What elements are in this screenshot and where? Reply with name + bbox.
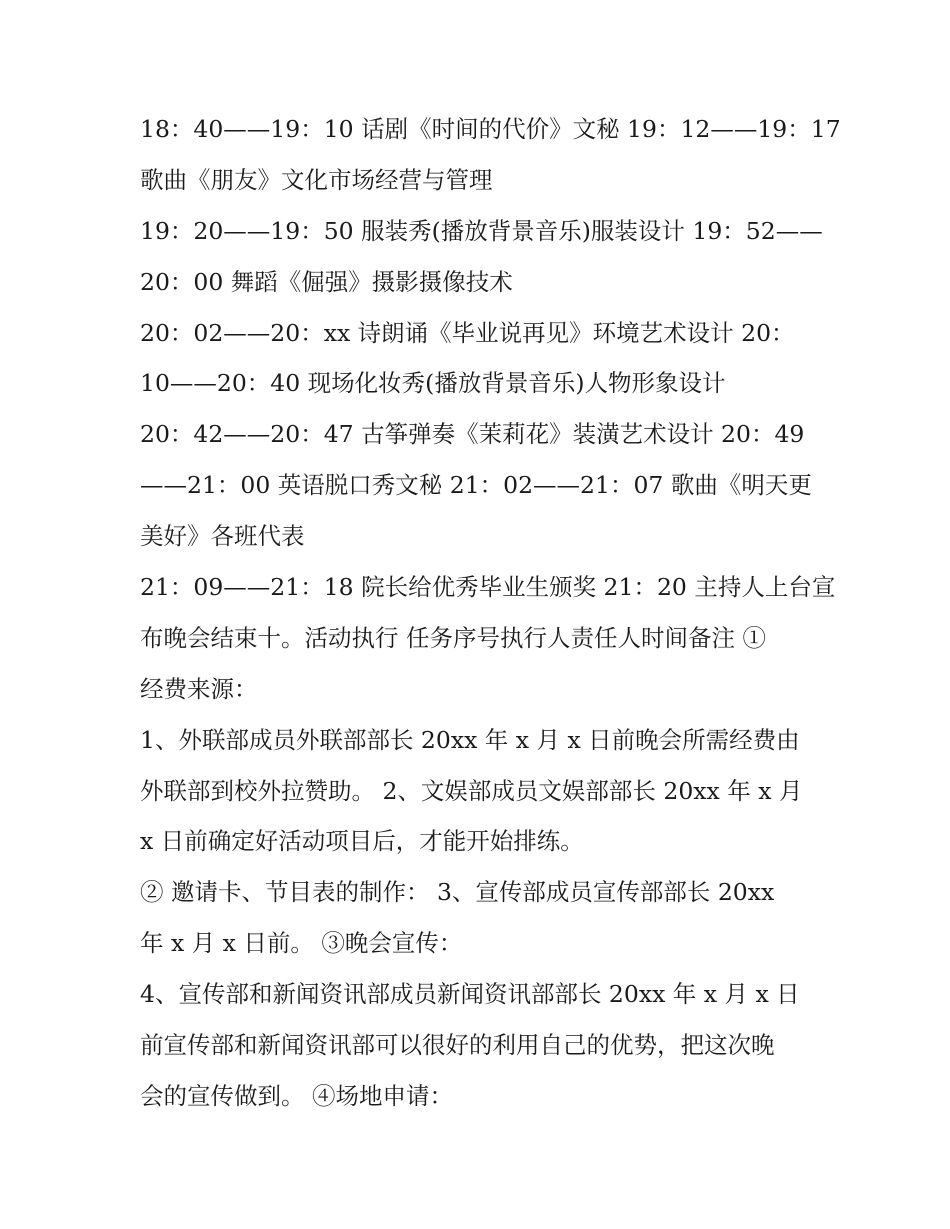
text-line: 歌曲《朋友》文化市场经营与管理 <box>140 165 493 194</box>
text-line: 10——20：40 现场化妆秀(播放背景音乐)人物形象设计 <box>140 369 726 398</box>
text-line: 20：42——20：47 古筝弹奏《茉莉花》装潢艺术设计 20：49 <box>140 420 805 449</box>
text-line: 20：00 舞蹈《倔强》摄影摄像技术 <box>140 267 513 296</box>
text-line: 20：02——20：xx 诗朗诵《毕业说再见》环境艺术设计 20： <box>140 318 795 347</box>
text-line: ② 邀请卡、节目表的制作： 3、宣传部成员宣传部部长 20xx <box>140 878 775 907</box>
text-line: 18：40——19：10 话剧《时间的代价》文秘 19：12——19：17 <box>140 115 841 143</box>
text-line: 经费来源： <box>140 674 258 703</box>
text-line: ——21：00 英语脱口秀文秘 21：02——21：07 歌曲《明天更 <box>140 471 812 500</box>
text-line: x 日前确定好活动项目后，才能开始排练。 <box>140 827 584 856</box>
document-body <box>140 104 841 1122</box>
text-line: 4、宣传部和新闻资讯部成员新闻资讯部部长 20xx 年 x 月 x 日 <box>140 980 800 1009</box>
text-line: 1、外联部成员外联部部长 20xx 年 x 月 x 日前晚会所需经费由 <box>140 725 800 754</box>
text-line: 前宣传部和新闻资讯部可以很好的利用自己的优势，把这次晚 <box>140 1031 775 1060</box>
text-line: 会的宣传做到。 ④场地申请： <box>140 1081 453 1110</box>
text-line: 21：09——21：18 院长给优秀毕业生颁奖 21：20 主持人上台宣 <box>140 573 836 602</box>
text-line: 外联部到校外拉赞助。 2、文娱部成员文娱部部长 20xx 年 x 月 <box>140 776 803 805</box>
text-line: 年 x 月 x 日前。 ③晚会宣传： <box>140 929 463 958</box>
text-line: 19：20——19：50 服装秀(播放背景音乐)服装设计 19：52—— <box>140 216 823 245</box>
text-line: 美好》各班代表 <box>140 522 305 551</box>
text-line: 布晚会结束十。活动执行 任务序号执行人责任人时间备注 ① <box>140 623 766 652</box>
